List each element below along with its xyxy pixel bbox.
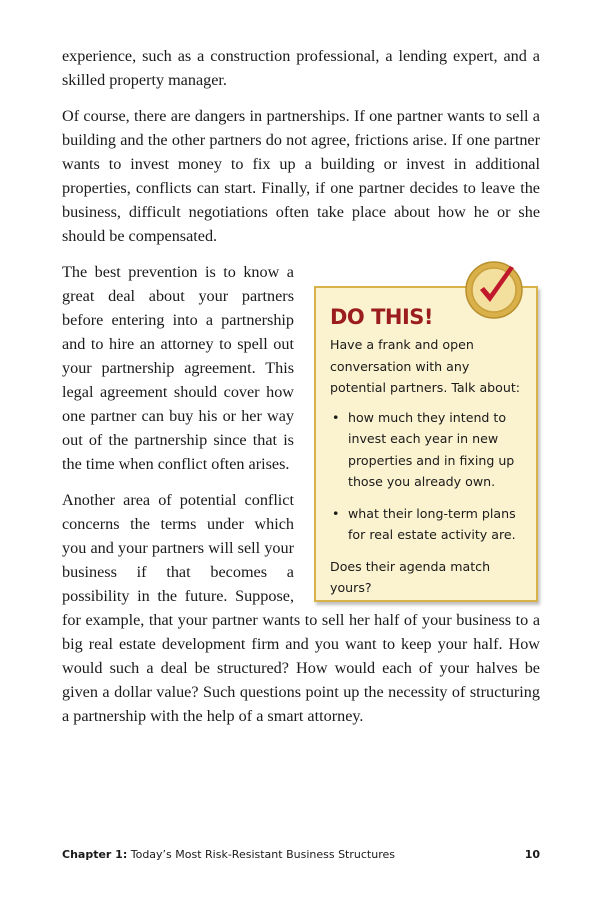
sidebar-intro: Have a frank and open conversation with any potential partners. Talk about: [330,337,521,395]
sidebar-bullet-list [330,407,524,546]
paragraph-2: Of course, there are dangers in partnerships. If one partner wants to sell a building and the other partners do not agree, frictions arise. If one partner wants to invest money to fix up a building or invest in additional properties, conflicts can start. Finally, if one partner decides to leave the business, difficult negotiations often take place about how he or she should be compensated. [62,107,540,245]
chapter-title: Today’s Most Risk-Resistant Business Structures [130,848,395,861]
page-number: 10 [524,848,540,861]
running-footer [62,848,395,861]
do-this-sidebar [314,260,540,600]
sidebar-bullet-text: what their long-term plans for real estate activity are. [348,505,516,542]
sidebar-bullet-item [330,503,524,546]
chapter-label: Chapter 1: [62,848,128,861]
paragraph-1: experience, such as a construction professional, a lending expert, and a skilled property manager. [62,47,540,89]
sidebar-closing: Does their agenda match yours? [330,558,491,595]
bullet-icon: • [332,409,340,425]
text-with-sidebar [62,260,540,728]
do-this-box [314,286,538,602]
sidebar-bullet-item [330,407,524,493]
sidebar-title: DO THIS! [330,305,434,329]
bullet-icon: • [332,505,340,521]
page-footer [62,848,540,861]
sidebar-bullet-text: how much they intend to invest each year in new properties and in fixing up those you already own. [348,409,515,489]
page-body [62,44,540,740]
checkmark-badge-icon [464,260,524,320]
paragraph-4: Another area of potential conflict concerns the terms under which you and your partners will sell your business if that becomes a possibility in the future. Suppose, for example, that your partner wants to sell her half of your business to a big real estate development firm and you want to keep your half. How would such a deal be structured? How would each of your halves be given a dollar value? Such questions point up the necessity of structuring a partnership with the help of a smart attorney. [62,491,540,725]
paragraph-3: The best prevention is to know a great deal about your partners before entering into a partnership and to hire an attorney to spell out your partnership agreement. This legal agreement should cover how one partner can buy his or her way out of the partnership since that is the time when conflict often arises. [62,263,294,473]
